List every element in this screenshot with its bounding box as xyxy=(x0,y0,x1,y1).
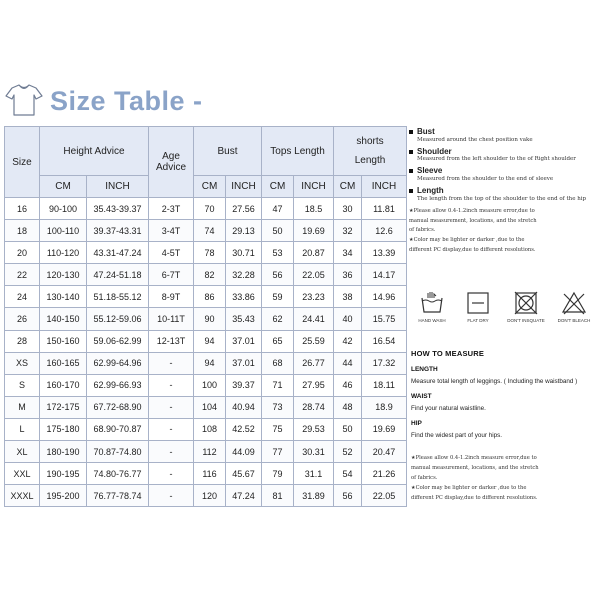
table-cell: 27.95 xyxy=(294,374,334,396)
length-heading: LENGTH xyxy=(411,366,438,373)
care-no-tumble: DON'T INSQUATE xyxy=(503,290,549,323)
table-row xyxy=(5,242,407,264)
bullet-icon xyxy=(409,130,413,134)
table-cell: 10-11T xyxy=(149,308,194,330)
table-cell: 82 xyxy=(194,264,226,286)
subcol-inch: INCH xyxy=(362,176,407,198)
table-row xyxy=(5,352,407,374)
care-hand-wash: HAND WASH xyxy=(409,290,455,323)
hip-heading: HIP xyxy=(411,420,422,427)
table-cell: 22.05 xyxy=(362,485,407,507)
table-cell: 38 xyxy=(334,286,362,308)
table-cell: 94 xyxy=(194,352,226,374)
no-bleach-icon xyxy=(561,290,587,316)
table-cell: 48 xyxy=(334,396,362,418)
table-cell: 172-175 xyxy=(40,396,87,418)
table-cell: 86 xyxy=(194,286,226,308)
subcol-cm: CM xyxy=(262,176,294,198)
table-cell: 2-3T xyxy=(149,198,194,220)
table-cell: 35.43-39.37 xyxy=(87,198,149,220)
table-cell: 33.86 xyxy=(226,286,262,308)
table-cell: 74 xyxy=(194,220,226,242)
table-cell: 47.24-51.18 xyxy=(87,264,149,286)
table-row xyxy=(5,330,407,352)
table-cell: 35.43 xyxy=(226,308,262,330)
subcol-inch: INCH xyxy=(226,176,262,198)
table-row xyxy=(5,374,407,396)
how-to-measure-title: HOW TO MEASURE xyxy=(411,349,485,358)
table-row xyxy=(5,308,407,330)
table-cell: 22.05 xyxy=(294,264,334,286)
table-cell: 20.87 xyxy=(294,242,334,264)
subcol-inch: INCH xyxy=(294,176,334,198)
hand-wash-icon xyxy=(419,290,445,316)
table-cell: 16.54 xyxy=(362,330,407,352)
col-height-advice: Height Advice xyxy=(40,127,149,176)
table-cell: 120-130 xyxy=(40,264,87,286)
table-cell: 15.75 xyxy=(362,308,407,330)
table-cell: 26.77 xyxy=(294,352,334,374)
table-cell: - xyxy=(149,374,194,396)
leggings-error-note: ★Please allow 0.4-1.2inch measure error,due to manual measurement, locations, and the stretch of fabrics. ★Color may be lighter or darker ,due to the different PC display,due to different resolutions. xyxy=(411,455,539,501)
table-cell: 110-120 xyxy=(40,242,87,264)
table-cell: 190-195 xyxy=(40,463,87,485)
table-cell: 59.06-62.99 xyxy=(87,330,149,352)
table-cell: 42.52 xyxy=(226,418,262,440)
table-cell: 13.39 xyxy=(362,242,407,264)
table-cell: 195-200 xyxy=(40,485,87,507)
table-cell: XL xyxy=(5,441,40,463)
table-cell: - xyxy=(149,418,194,440)
table-cell: 31.89 xyxy=(294,485,334,507)
table-row xyxy=(5,441,407,463)
table-cell: 62 xyxy=(262,308,294,330)
table-cell: - xyxy=(149,463,194,485)
table-cell: 100-110 xyxy=(40,220,87,242)
table-cell: 62.99-66.93 xyxy=(87,374,149,396)
table-cell: 68 xyxy=(262,352,294,374)
table-cell: 37.01 xyxy=(226,330,262,352)
table-cell: S xyxy=(5,374,40,396)
table-cell: 150-160 xyxy=(40,330,87,352)
table-cell: 44.09 xyxy=(226,441,262,463)
hip-text: Find the widest part of your hips. xyxy=(411,432,503,439)
table-row xyxy=(5,198,407,220)
table-cell: 47 xyxy=(262,198,294,220)
how-to-measure xyxy=(411,349,599,439)
measure-shoulder: Shoulder Measured from the left shoulder to the of Right shoulder xyxy=(409,148,597,164)
bullet-icon xyxy=(409,169,413,173)
col-tops-length: Tops Length xyxy=(262,127,334,176)
table-cell: 47.24 xyxy=(226,485,262,507)
table-cell: 19.69 xyxy=(362,418,407,440)
table-cell: XS xyxy=(5,352,40,374)
table-cell: 8-9T xyxy=(149,286,194,308)
table-cell: - xyxy=(149,396,194,418)
table-cell: 180-190 xyxy=(40,441,87,463)
table-row xyxy=(5,396,407,418)
table-cell: 24.41 xyxy=(294,308,334,330)
table-cell: 21.26 xyxy=(362,463,407,485)
table-cell: XXXL xyxy=(5,485,40,507)
table-cell: 29.53 xyxy=(294,418,334,440)
bullet-icon xyxy=(409,150,413,154)
table-cell: 42 xyxy=(334,330,362,352)
table-cell: 32 xyxy=(334,220,362,242)
subcol-cm: CM xyxy=(40,176,87,198)
table-row xyxy=(5,418,407,440)
table-cell: 40 xyxy=(334,308,362,330)
table-cell: 34 xyxy=(334,242,362,264)
table-cell: 76.77-78.74 xyxy=(87,485,149,507)
flat-dry-icon xyxy=(465,290,491,316)
table-cell: 18 xyxy=(5,220,40,242)
table-cell: 22 xyxy=(5,264,40,286)
table-cell: 70.87-74.80 xyxy=(87,441,149,463)
col-shorts-length: shorts Length xyxy=(334,127,407,176)
measure-sleeve: Sleeve Measured from the shoulder to the end of sleeve xyxy=(409,167,597,183)
table-cell: 78 xyxy=(194,242,226,264)
subcol-inch: INCH xyxy=(87,176,149,198)
table-cell: 12.6 xyxy=(362,220,407,242)
table-row xyxy=(5,286,407,308)
table-cell: 50 xyxy=(262,220,294,242)
table-cell: 16 xyxy=(5,198,40,220)
table-cell: 56 xyxy=(334,485,362,507)
no-tumble-icon xyxy=(513,290,539,316)
table-cell: 81 xyxy=(262,485,294,507)
table-cell: 116 xyxy=(194,463,226,485)
table-cell: 74.80-76.77 xyxy=(87,463,149,485)
col-bust: Bust xyxy=(194,127,262,176)
table-cell: 36 xyxy=(334,264,362,286)
table-cell: 11.81 xyxy=(362,198,407,220)
size-table-body xyxy=(5,198,407,507)
table-cell: 30.71 xyxy=(226,242,262,264)
table-cell: 160-165 xyxy=(40,352,87,374)
table-cell: 52 xyxy=(334,441,362,463)
table-cell: 43.31-47.24 xyxy=(87,242,149,264)
table-cell: 120 xyxy=(194,485,226,507)
table-cell: 70 xyxy=(194,198,226,220)
table-cell: 39.37-43.31 xyxy=(87,220,149,242)
table-cell: 130-140 xyxy=(40,286,87,308)
table-cell: 30 xyxy=(334,198,362,220)
table-cell: 26 xyxy=(5,308,40,330)
care-no-bleach: DON'T BLEACH xyxy=(551,290,597,323)
table-cell: 30.31 xyxy=(294,441,334,463)
care-flat-dry: FLAT DRY xyxy=(455,290,501,323)
table-cell: 37.01 xyxy=(226,352,262,374)
table-cell: 71 xyxy=(262,374,294,396)
subcol-cm: CM xyxy=(194,176,226,198)
table-cell: 6-7T xyxy=(149,264,194,286)
table-cell: 39.37 xyxy=(226,374,262,396)
table-cell: 55.12-59.06 xyxy=(87,308,149,330)
waist-text: Find your natural waistline. xyxy=(411,405,486,412)
table-cell: 14.17 xyxy=(362,264,407,286)
table-cell: 112 xyxy=(194,441,226,463)
table-cell: 14.96 xyxy=(362,286,407,308)
table-cell: 100 xyxy=(194,374,226,396)
table-cell: 20 xyxy=(5,242,40,264)
table-cell: 18.9 xyxy=(362,396,407,418)
table-cell: 51.18-55.12 xyxy=(87,286,149,308)
table-cell: 20.47 xyxy=(362,441,407,463)
subcol-cm: CM xyxy=(334,176,362,198)
table-cell: 32.28 xyxy=(226,264,262,286)
size-table-header xyxy=(4,82,304,122)
table-cell: 65 xyxy=(262,330,294,352)
table-cell: 175-180 xyxy=(40,418,87,440)
table-cell: 18.11 xyxy=(362,374,407,396)
table-cell: L xyxy=(5,418,40,440)
table-cell: 3-4T xyxy=(149,220,194,242)
table-cell: XXL xyxy=(5,463,40,485)
table-cell: 94 xyxy=(194,330,226,352)
table-cell: 19.69 xyxy=(294,220,334,242)
table-row xyxy=(5,220,407,242)
table-cell: 79 xyxy=(262,463,294,485)
table-cell: 108 xyxy=(194,418,226,440)
table-cell: 90-100 xyxy=(40,198,87,220)
table-cell: 62.99-64.96 xyxy=(87,352,149,374)
table-cell: - xyxy=(149,441,194,463)
table-cell: 53 xyxy=(262,242,294,264)
care-instructions xyxy=(409,290,599,338)
col-age-advice: Age Advice xyxy=(149,127,194,198)
length-text: Measure total length of leggings. ( Including the waistband ) xyxy=(411,378,578,385)
measure-error-note: ★Please allow 0.4-1.2inch measure error,due to manual measurement, locations, and the stretch of fabrics. ★Color may be lighter or darker ,due to the different PC display,due to different resolutions. xyxy=(409,207,537,254)
table-cell: 90 xyxy=(194,308,226,330)
table-cell: 46 xyxy=(334,374,362,396)
table-cell: 29.13 xyxy=(226,220,262,242)
table-cell: 160-170 xyxy=(40,374,87,396)
table-cell: 28.74 xyxy=(294,396,334,418)
table-row xyxy=(5,463,407,485)
table-cell: 23.23 xyxy=(294,286,334,308)
table-cell: 31.1 xyxy=(294,463,334,485)
table-cell: 27.56 xyxy=(226,198,262,220)
table-cell: 40.94 xyxy=(226,396,262,418)
table-cell: 44 xyxy=(334,352,362,374)
table-cell: 59 xyxy=(262,286,294,308)
table-cell: M xyxy=(5,396,40,418)
measure-length: Length The length from the top of the shoulder to the end of the hip xyxy=(409,187,597,203)
table-cell: 12-13T xyxy=(149,330,194,352)
table-cell: 67.72-68.90 xyxy=(87,396,149,418)
bullet-icon xyxy=(409,189,413,193)
page-title: Size Table - xyxy=(50,86,203,116)
table-cell: 56 xyxy=(262,264,294,286)
table-row xyxy=(5,485,407,507)
measure-bust: Bust Measured around the chest position vake xyxy=(409,128,597,144)
table-row xyxy=(5,264,407,286)
table-cell: 73 xyxy=(262,396,294,418)
table-cell: 25.59 xyxy=(294,330,334,352)
table-cell: 140-150 xyxy=(40,308,87,330)
col-size: Size xyxy=(5,127,40,198)
table-cell: 54 xyxy=(334,463,362,485)
table-cell: 68.90-70.87 xyxy=(87,418,149,440)
table-cell: 18.5 xyxy=(294,198,334,220)
waist-heading: WAIST xyxy=(411,393,432,400)
table-cell: - xyxy=(149,352,194,374)
size-chart-table xyxy=(4,126,407,507)
table-cell: 24 xyxy=(5,286,40,308)
table-cell: 4-5T xyxy=(149,242,194,264)
tshirt-icon xyxy=(4,82,44,118)
table-cell: - xyxy=(149,485,194,507)
table-cell: 28 xyxy=(5,330,40,352)
table-cell: 77 xyxy=(262,441,294,463)
table-cell: 45.67 xyxy=(226,463,262,485)
table-cell: 50 xyxy=(334,418,362,440)
measurement-guide xyxy=(409,128,597,256)
table-cell: 75 xyxy=(262,418,294,440)
table-cell: 17.32 xyxy=(362,352,407,374)
table-cell: 104 xyxy=(194,396,226,418)
